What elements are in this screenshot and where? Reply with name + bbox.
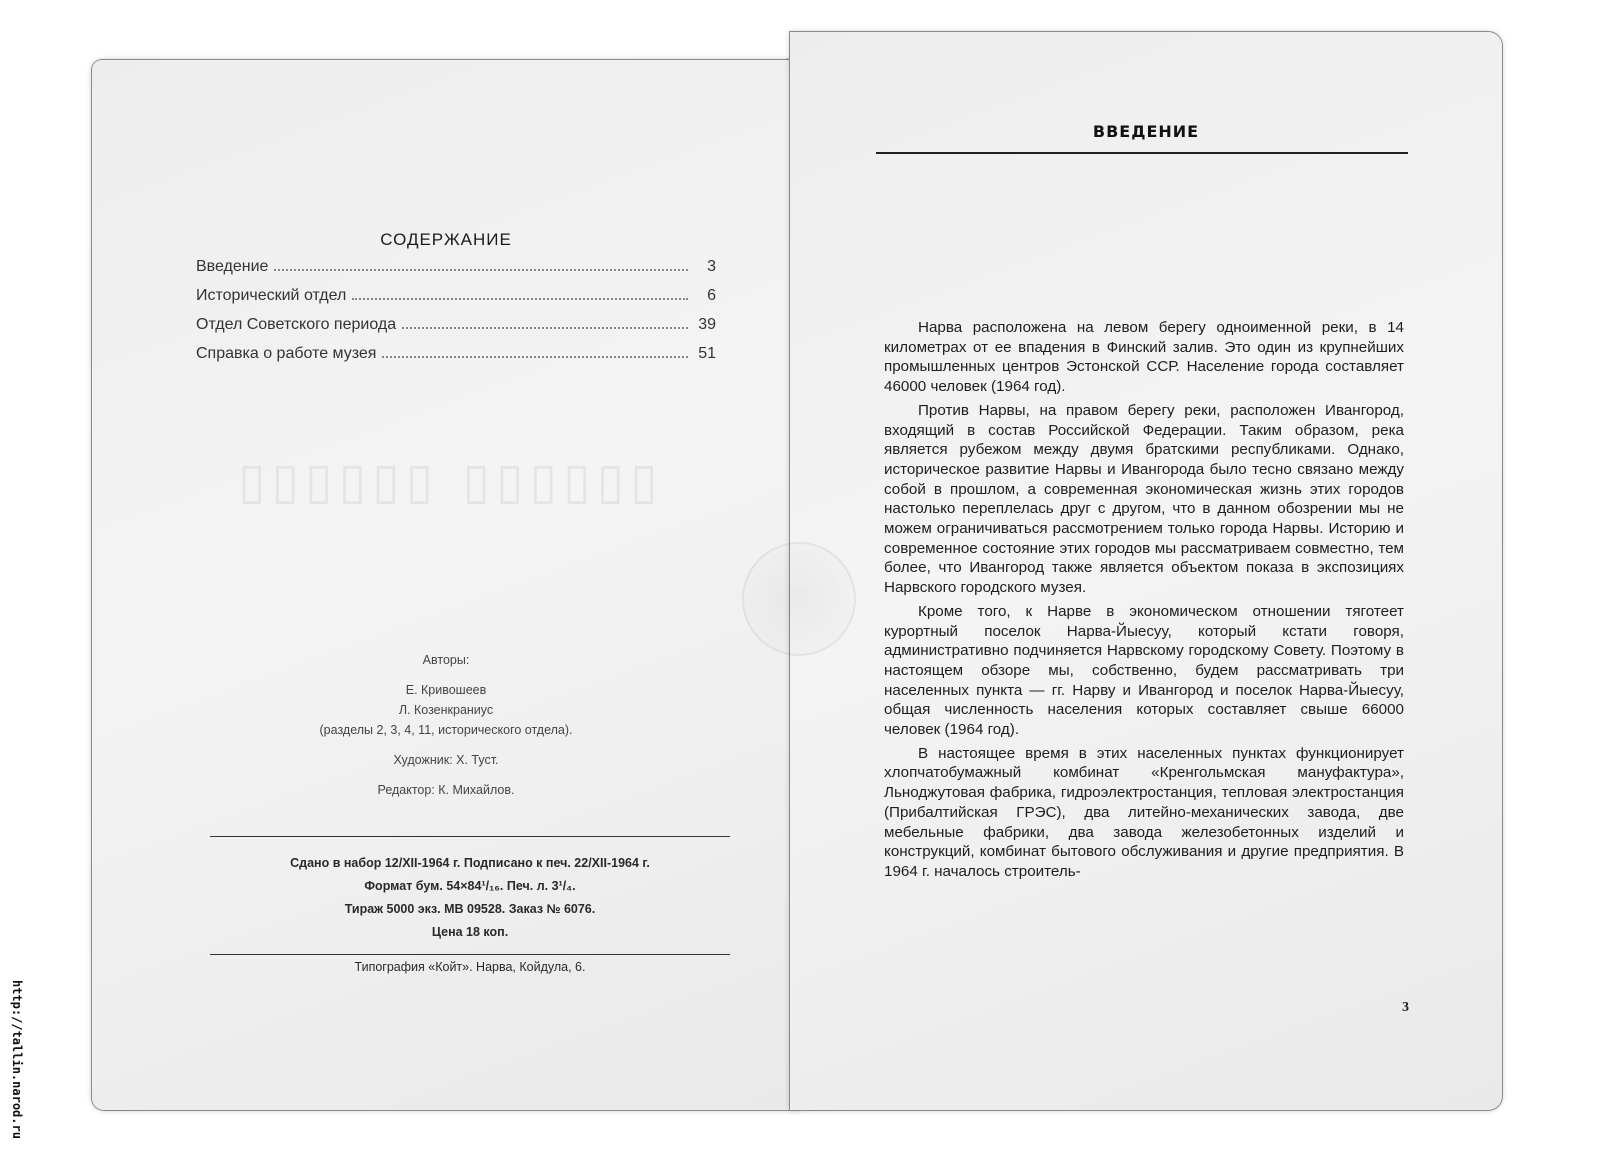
toc-item [196,316,716,345]
paragraph: Кроме того, к Нарве в экономическом отношении тяготеет курортный поселок Нарва-Йыесуу, который кстати говоря, административно подчиняется Нарвскому городскому Совету. Поэтому в настоящем обзоре мы, собственно, будем рассматривать три населенных пункта — гг. Нарву и Ивангород и поселок Нарва-Йыесуу, общая численность населения которых составляет свыше 66000 человек (1964 год). [884,602,1404,739]
toc-item [196,258,716,287]
paragraph: Нарва расположена на левом берегу одноименной реки, в 14 километрах от ее впадения в Финский залив. Это один из крупнейших промышленных центров Эстонской ССР. Население города составляет 46000 человек (1964 год). [884,319,1404,396]
toc-item-label: Справка о работе музея [196,345,377,362]
imprint-line: Формат бум. 54×84¹/₁₆. Печ. л. 3¹/₄. [364,879,576,893]
right-page [790,32,1502,1110]
toc-leader-dots [382,356,688,358]
toc-item [196,287,716,316]
faded-stamp [742,542,856,656]
toc-item-page: 3 [707,258,716,275]
table-of-contents [196,258,716,374]
toc-item-label: Введение [196,258,269,275]
editor-credit: Редактор: К. Михайлов. [377,783,515,797]
paragraph: В настоящее время в этих населенных пунктах функционирует хлопчатобумажный комбинат «Кренгольмская мануфактура», Льноджутовая фабрика, гидроэлектростанция, тепловая электростанция (Прибалтийская ГРЭС), два литейно-механических завода, две мебельные фабрики, два завода железобетонных изделий и конструкций, комбинат бытового обслуживания и другие предприятия. В 1964 г. началось строитель- [884,744,1404,880]
price-line: Цена 18 коп. [431,925,509,939]
toc-item-page: 39 [698,316,716,333]
credits-block [92,650,800,800]
page-number: 3 [1402,1000,1409,1015]
imprint-top-rule [210,836,730,837]
toc-item-label: Отдел Советского периода [196,316,397,333]
author-name: Е. Кривошеев [405,683,487,697]
left-page [92,60,800,1110]
toc-item [196,345,716,374]
toc-title: СОДЕРЖАНИЕ [380,230,512,249]
toc-item-page: 6 [707,287,716,304]
imprint-block [210,852,730,944]
source-watermark: http://tallin.narod.ru [10,980,24,1139]
bleed-through-title: ▯▯▯▯▯▯ ▯▯▯▯▯▯ [232,460,658,519]
author-note: (разделы 2, 3, 4, 11, исторического отдела). [319,723,573,737]
toc-item-page: 51 [698,345,716,362]
printer-line: Типография «Койт». Нарва, Койдула, 6. [354,960,586,974]
chapter-heading: ВВЕДЕНИЕ [1092,122,1200,141]
imprint-bottom-rule [210,954,730,955]
artist-credit: Художник: Х. Туст. [393,753,499,767]
toc-leader-dots [402,327,688,329]
imprint-line: Тираж 5000 экз. МВ 09528. Заказ № 6076. [344,902,596,916]
body-text [884,318,1404,886]
authors-label: Авторы: [422,653,470,667]
toc-leader-dots [352,298,688,300]
heading-rule [876,152,1408,154]
author-name: Л. Козенкраниус [398,703,494,717]
toc-item-label: Исторический отдел [196,287,347,304]
paragraph: Против Нарвы, на правом берегу реки, расположен Ивангород, входящий в состав Российской Федерации. Таким образом, река является рубежом между двумя братскими республиками. Однако, историческое развитие Нарвы и Ивангорода было тесно связано между собой в прошлом, а современная экономическая жизнь этих городов настолько переплелась друг с другом, что в данном обозрении мы не можем ограничиваться рассмотрением только города Нарвы. Историю и современное состояние этих городов мы рассматриваем совместно, тем более, что Ивангород также является объектом показа в экспозициях Нарвского городского музея. [884,401,1404,597]
imprint-line: Сдано в набор 12/XII-1964 г. Подписано к печ. 22/XII-1964 г. [290,856,650,870]
toc-leader-dots [274,269,688,271]
